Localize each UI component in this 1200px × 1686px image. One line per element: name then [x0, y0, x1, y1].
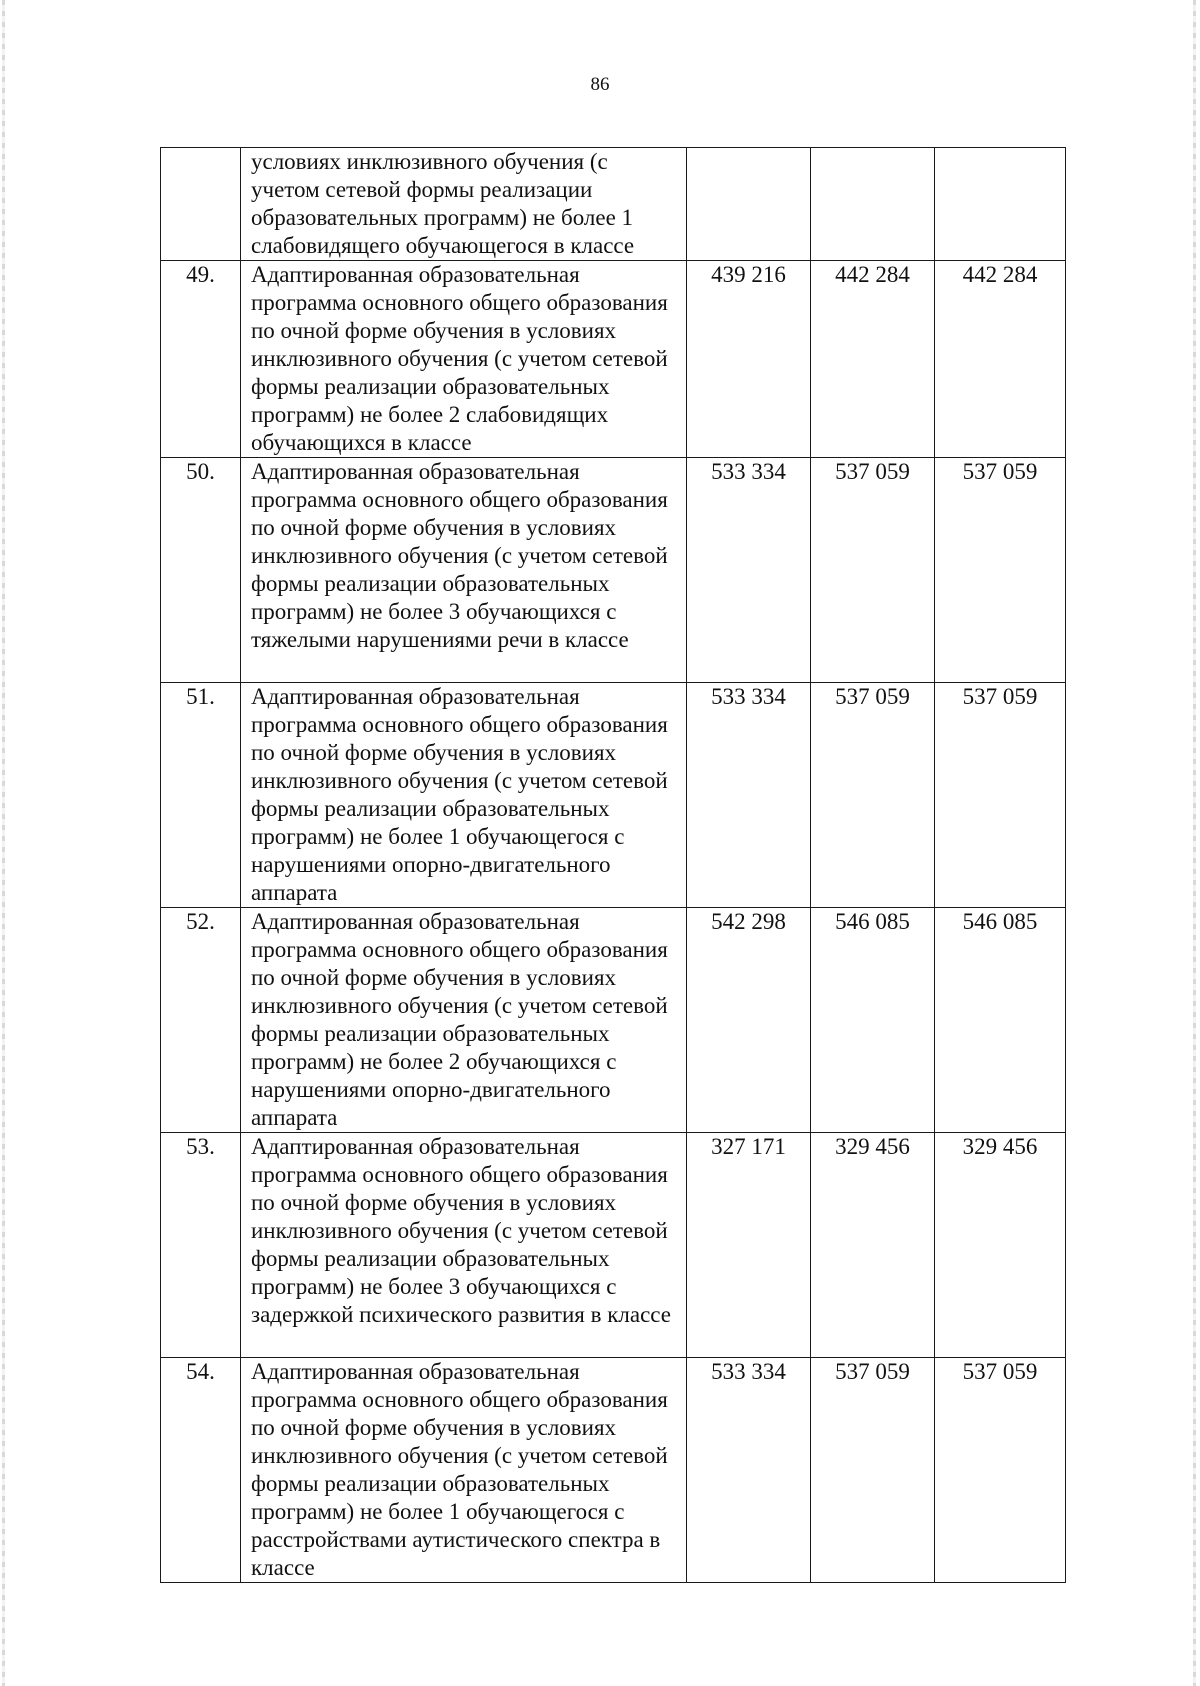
page-number: 86: [590, 74, 610, 95]
row-number: 52.: [161, 908, 241, 1133]
row-description: Адаптированная образовательная программа основного общего образования по очной форме обучения в условиях инклюзивного обучения (с учетом сетевой формы реализации образовательных программ) не более 1 обучающегося с нарушениями опорно-двигательного аппарата: [241, 683, 687, 908]
row-value-1: 533 334: [687, 458, 811, 683]
row-number: 54.: [161, 1358, 241, 1583]
row-description: Адаптированная образовательная программа основного общего образования по очной форме обучения в условиях инклюзивного обучения (с учетом сетевой формы реализации образовательных программ) не более 3 обучающихся с тяжелыми нарушениями речи в классе: [241, 458, 687, 683]
table-row: [161, 261, 1066, 458]
scan-edge-left: [2, 0, 5, 1686]
row-description: Адаптированная образовательная программа основного общего образования по очной форме обучения в условиях инклюзивного обучения (с учетом сетевой формы реализации образовательных программ) не более 3 обучающихся с задержкой психического развития в классе: [241, 1133, 687, 1358]
row-value-1: 327 171: [687, 1133, 811, 1358]
row-value-2: [811, 148, 935, 261]
row-value-1: 533 334: [687, 683, 811, 908]
table-row: [161, 148, 1066, 261]
row-value-2: 442 284: [811, 261, 935, 458]
table-row: [161, 1133, 1066, 1358]
row-value-2: 537 059: [811, 1358, 935, 1583]
row-value-3: 537 059: [935, 1358, 1066, 1583]
row-number: 53.: [161, 1133, 241, 1358]
row-value-3: [935, 148, 1066, 261]
row-value-1: 439 216: [687, 261, 811, 458]
scan-edge-right: [1193, 0, 1196, 1686]
row-value-1: 533 334: [687, 1358, 811, 1583]
row-value-3: 537 059: [935, 458, 1066, 683]
table-row: [161, 683, 1066, 908]
row-description: Адаптированная образовательная программа основного общего образования по очной форме обучения в условиях инклюзивного обучения (с учетом сетевой формы реализации образовательных программ) не более 2 обучающихся с нарушениями опорно-двигательного аппарата: [241, 908, 687, 1133]
table-row: [161, 1358, 1066, 1583]
row-value-3: 442 284: [935, 261, 1066, 458]
row-value-3: 546 085: [935, 908, 1066, 1133]
row-number: 49.: [161, 261, 241, 458]
table-row: [161, 458, 1066, 683]
row-value-3: 329 456: [935, 1133, 1066, 1358]
row-value-1: 542 298: [687, 908, 811, 1133]
row-description: условиях инклюзивного обучения (с учетом сетевой формы реализации образовательных программ) не более 1 слабовидящего обучающегося в классе: [241, 148, 687, 261]
row-value-3: 537 059: [935, 683, 1066, 908]
row-value-1: [687, 148, 811, 261]
row-description: Адаптированная образовательная программа основного общего образования по очной форме обучения в условиях инклюзивного обучения (с учетом сетевой формы реализации образовательных программ) не более 1 обучающегося с расстройствами аутистического спектра в классе: [241, 1358, 687, 1583]
row-value-2: 537 059: [811, 458, 935, 683]
row-value-2: 329 456: [811, 1133, 935, 1358]
row-number: 50.: [161, 458, 241, 683]
tariff-table: [160, 147, 1066, 1583]
row-value-2: 546 085: [811, 908, 935, 1133]
row-value-2: 537 059: [811, 683, 935, 908]
table-row: [161, 908, 1066, 1133]
row-number: [161, 148, 241, 261]
row-number: 51.: [161, 683, 241, 908]
row-description: Адаптированная образовательная программа основного общего образования по очной форме обучения в условиях инклюзивного обучения (с учетом сетевой формы реализации образовательных программ) не более 2 слабовидящих обучающихся в классе: [241, 261, 687, 458]
